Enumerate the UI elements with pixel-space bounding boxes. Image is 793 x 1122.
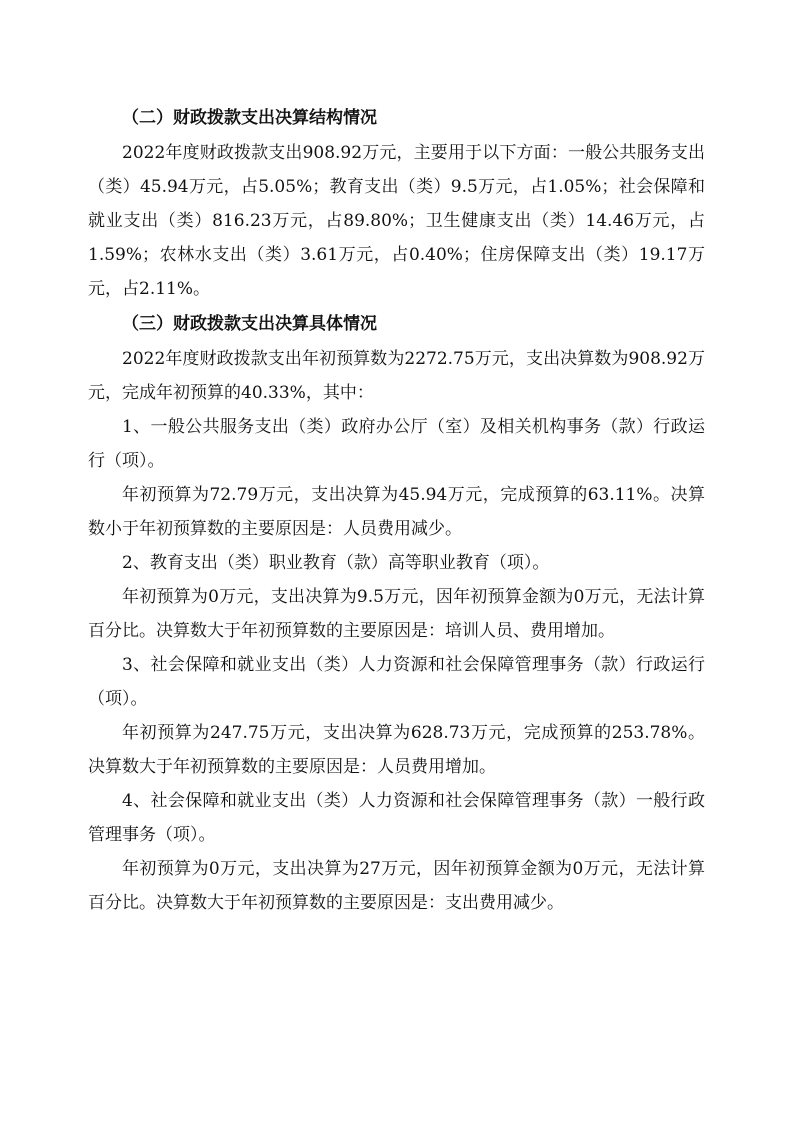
item-3-detail: 年初预算为247.75万元，支出决算为628.73万元，完成预算的253.78%。决算数大于年初预算数的主要原因是：人员费用增加。	[88, 723, 705, 777]
item-2-title: 2、教育支出（类）职业教育（款）高等职业教育（项）。	[122, 553, 550, 573]
section-heading-details: （三）财政拨款支出决算具体情况	[122, 314, 377, 334]
details-intro-paragraph: 2022年度财政拨款支出年初预算数为2272.75万元，支出决算数为908.92万元，完成年初预算的40.33%，其中：	[88, 349, 705, 403]
item-1-detail: 年初预算为72.79万元，支出决算为45.94万元，完成预算的63.11%。决算数小于年初预算数的主要原因是：人员费用减少。	[88, 485, 705, 539]
item-1-title: 1、一般公共服务支出（类）政府办公厅（室）及相关机构事务（款）行政运行（项）。	[88, 417, 705, 471]
item-2-detail: 年初预算为0万元，支出决算为9.5万元，因年初预算金额为0万元，无法计算百分比。决算数大于年初预算数的主要原因是：培训人员、费用增加。	[88, 587, 705, 641]
structure-paragraph: 2022年度财政拨款支出908.92万元，主要用于以下方面：一般公共服务支出（类）45.94万元，占5.05%；教育支出（类）9.5万元，占1.05%；社会保障和就业支出（类）816.23万元，占89.80%；卫生健康支出（类）14.46万元，占1.59%；农林水支出（类）3.61万元，占0.40%；住房保障支出（类）19.17万元，占2.11%。	[88, 143, 705, 299]
item-4-title: 4、社会保障和就业支出（类）人力资源和社会保障管理事务（款）一般行政管理事务（项）。	[88, 791, 705, 845]
document-page	[88, 100, 705, 920]
item-4-detail: 年初预算为0万元，支出决算为27万元，因年初预算金额为0万元，无法计算百分比。决算数大于年初预算数的主要原因是：支出费用减少。	[88, 859, 705, 913]
item-3-title: 3、社会保障和就业支出（类）人力资源和社会保障管理事务（款）行政运行（项）。	[88, 655, 705, 709]
section-heading-structure: （二）财政拨款支出决算结构情况	[122, 108, 377, 128]
